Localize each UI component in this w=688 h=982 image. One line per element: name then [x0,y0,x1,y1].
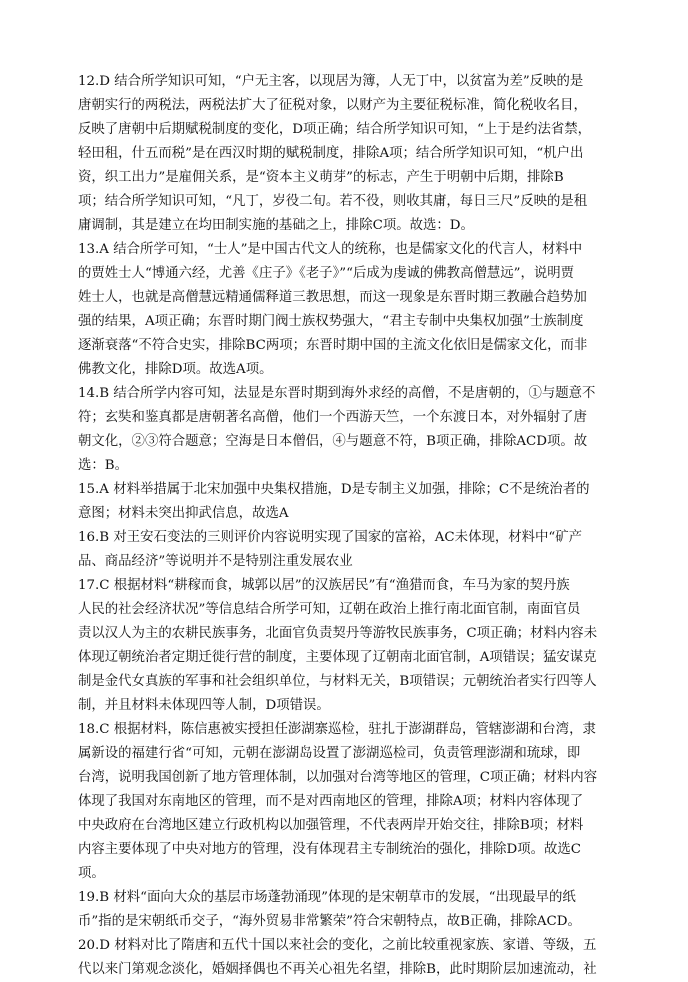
text-line: 逐渐衰落“不符合史实，排除BC两项；东晋时期中国的主流文化依旧是儒家文化，而非 [78,338,588,353]
text-line: 人民的社会经济状况”等信息结合所学可知，辽朝在政治上推行南北面官制，南面官员 [78,602,581,617]
text-line: 反映了唐朝中后期赋税制度的变化，D项正确；结合所学知识可知，“上于是约法省禁， [78,122,592,137]
text-line: 台湾，说明我国创新了地方管理体制，以加强对台湾等地区的管理，C项正确；材料内容 [78,770,598,785]
text-line: 体现辽朝统治者定期迁徙行营的制度，主要体现了辽朝南北面官制，A项错误；猛安谋克 [78,650,597,665]
text-line: 轻田租，什五而税”是在西汉时期的赋税制度，排除A项；结合所学知识可知，“机户出 [78,146,584,161]
text-line: 庸调制，其是建立在均田制实施的基础之上，排除C项。故选：D。 [78,218,474,233]
text-line: 姓士人，也就是高僧慧远精通儒释道三教思想，而这一现象是东晋时期三教融合趋势加 [78,290,587,305]
text-line: 品、商品经济”等说明并不是特别注重发展农业 [78,554,353,569]
text-line: 代以来门第观念淡化，婚姻择偶也不再关心祖先名望，排除B，此时期阶层加速流动，社 [78,962,597,977]
text-line: 的贾姓士人“博通六经，尤善《庄子》《老子》”“后成为虔诚的佛教高僧慧远”，说明贾 [78,266,575,281]
text-line: 19.B 材料“面向大众的基层市场蓬勃涌现”体现的是宋朝草市的发展，“出现最早的纸 [78,890,576,905]
text-line: 符；玄奘和鉴真都是唐朝著名高僧，他们一个西游天竺，一个东渡日本，对外辐射了唐 [78,410,587,425]
text-line: 18.C 根据材料，陈信惠被实授担任澎湖寨巡检，驻扎于澎湖群岛，管辖澎湖和台湾，隶 [78,722,596,737]
text-line: 资，织工出力”是雇佣关系，是“资本主义萌芽”的标志，产生于明朝中后期，排除B [78,170,564,185]
text-line: 唐朝实行的两税法，两税法扩大了征税对象，以财产为主要征税标准，简化税收名目， [78,98,587,113]
text-line: 17.C 根据材料“耕稼而食，城郭以居”的汉族居民”有“渔猎而食，车马为家的契丹族 [78,578,570,593]
text-line: 体现了我国对东南地区的管理，而不是对西南地区的管理，排除A项；材料内容体现了 [78,794,584,809]
text-line: 13.A 结合所学可知，“士人”是中国古代文人的统称，也是儒家文化的代言人，材料中 [78,242,583,257]
text-line: 制是金代女真族的军事和社会组织单位，与材料无关，B项错误；元朝统治者实行四等人 [78,674,597,689]
text-line: 强的结果，A项正确；东晋时期门阀士族权势强大，“君主专制中央集权加强”士族制度 [78,314,584,329]
text-line: 中央政府在台湾地区建立行政机构以加强管理，不代表两岸开始交往，排除B项；材料 [78,818,584,833]
text-line: 15.A 材料举措属于北宋加强中央集权措施，D是专制主义加强，排除；C不是统治者的 [78,482,590,497]
text-line: 20.D 材料对比了隋唐和五代十国以来社会的变化，之前比较重视家族、家谱、等级，五 [78,938,597,953]
text-line: 16.B 对王安石变法的三则评价内容说明实现了国家的富裕，AC未体现，材料中“矿产 [78,530,583,545]
text-line: 责以汉人为主的农耕民族事务，北面官负责契丹等游牧民族事务，C项正确；材料内容未 [78,626,598,641]
text-line: 内容主要体现了中央对地方的管理，没有体现君主专制统治的强化，排除D项。故选C [78,842,582,857]
text-line: 项；结合所学知识可知，“凡丁，岁役二旬。若不役，则收其庸，每日三尺”反映的是租 [78,194,588,209]
text-line: 朝文化，②③符合题意；空海是日本僧侣，④与题意不符，B项正确，排除ACD项。故 [78,434,588,449]
text-line: 项。 [78,866,105,881]
text-line: 意图；材料未突出抑武信息，故选A [78,506,289,521]
answer-explanation-text [78,70,618,982]
text-line: 选：B。 [78,458,129,473]
text-line: 佛教文化，排除D项。故选A项。 [78,362,273,377]
text-line: 属新设的福建行省“可知，元朝在澎湖岛设置了澎湖巡检司，负责管理澎湖和琉球，即 [78,746,581,761]
text-line: 14.B 结合所学内容可知，法显是东晋时期到海外求经的高僧，不是唐朝的，①与题意不 [78,386,596,401]
text-line: 12.D 结合所学知识可知，“户无主客，以现居为簿，人无丁中，以贫富为差”反映的是 [78,74,584,89]
text-line: 制，并且材料未体现四等人制，D项错误。 [78,698,330,713]
text-line: 币”指的是宋朝纸币交子，“海外贸易非常繁荣”符合宋朝特点，故B正确，排除ACD。 [78,914,581,929]
